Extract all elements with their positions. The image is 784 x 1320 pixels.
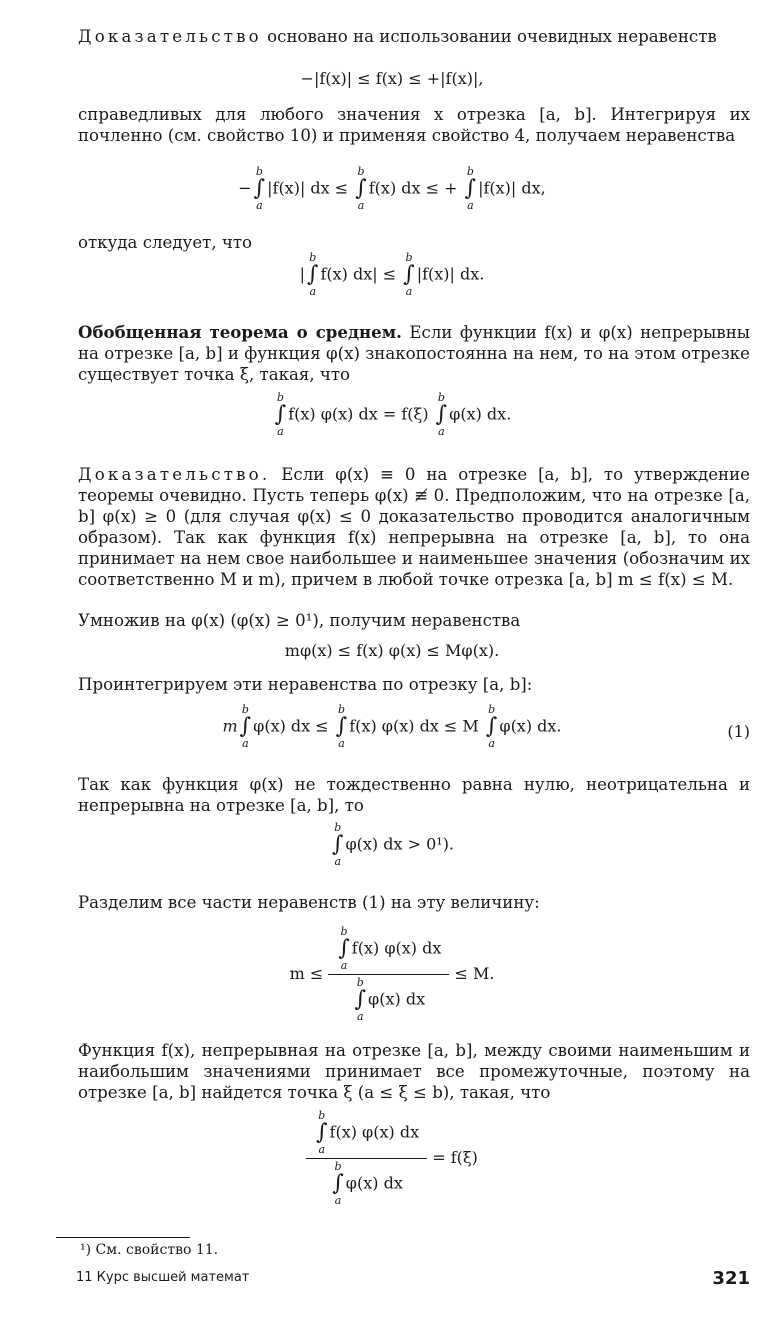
running-footer: 11 Курс высшей математ	[76, 1270, 250, 1285]
equation-number: (1)	[727, 722, 750, 741]
integral-term: φ(x) dx.	[499, 716, 562, 736]
proof-lead-word: Доказательство	[78, 27, 262, 46]
equation-mean-value	[0, 392, 784, 438]
equation-integrated-bounds	[0, 704, 784, 750]
equation-ratio-equals	[0, 1110, 784, 1207]
integral-sign: b ∫ a	[253, 165, 266, 212]
integral-sign: b ∫ a	[403, 251, 415, 298]
fraction-denominator: φ(x) dx	[368, 989, 426, 1009]
integral-sign: b ∫ a	[274, 391, 287, 438]
equation-integral-bounds: − b ∫ a |f(x)| dx ≤ b ∫ a f(x) dx ≤ + b ∫ a |f(x)| dx,	[238, 165, 546, 212]
ratio-right: = f(ξ)	[432, 1148, 478, 1167]
proof-text: Если φ(x) ≡ 0 на отрезке [a, b], то утверждение теоремы очевидно. Пусть теперь φ(x) ≢ 0. Предположим, что на отрезке [a, b] φ(x) ≥ 0 (для случая φ(x) ≤ 0 доказательство проводится аналогичным образом). Так как функция f(x) непрерывна на отрезке [a, b], то она принимает на нем свое наибольшее и наименьшее значения (обозначим их соответственно M и m), причем в любой точке отрезка [a, b] m ≤ f(x) ≤ M.	[78, 465, 751, 589]
equation-positive-integral	[0, 822, 784, 868]
footnote-rule	[56, 1237, 190, 1238]
integral-sign: b ∫ a	[331, 821, 344, 868]
paragraph-integrating: справедливых для любого значения x отрезка [a, b]. Интегрируя их почленно (см. свойство 10) и применяя свойство 4, получаем неравенства	[78, 105, 750, 145]
integral-term: |f(x)| dx ≤	[267, 178, 349, 198]
theorem-text: Если функции f(x) и φ(x) непрерывны на отрезке [a, b] и функция φ(x) знакопостоянна на нем, то на этом отрезке существует точка ξ, такая, что	[78, 323, 751, 384]
integral-term: f(x) dx	[320, 264, 373, 284]
fraction-numerator: f(x) φ(x) dx	[329, 1122, 420, 1142]
paragraph-divide: Разделим все части неравенств (1) на эту величину:	[78, 893, 540, 912]
integral-sign: b ∫ a	[307, 251, 319, 298]
equation-abs-bounds: −|f(x)| ≤ f(x) ≤ +|f(x)|,	[300, 69, 484, 88]
fraction: b ∫ a f(x) φ(x) dx b ∫ a φ(x) dx	[328, 926, 449, 1023]
ratio-left: m ≤	[289, 964, 324, 983]
fraction-denominator: φ(x) dx	[345, 1173, 403, 1193]
integral-term: f(x) φ(x) dx = f(ξ)	[288, 404, 429, 424]
variable-m: m	[222, 716, 238, 736]
paragraph-theorem	[78, 322, 750, 385]
proof-intro-text: основано на использовании очевидных неравенств	[267, 27, 717, 46]
integral-term: φ(x) dx.	[449, 404, 512, 424]
equation-ratio-bounds	[0, 926, 784, 1023]
page-number: 321	[712, 1268, 750, 1289]
equation-abs-integral: | b ∫ a f(x) dx| ≤ b ∫ a |f(x)| dx.	[299, 251, 485, 298]
integral-term: |f(x)| dx,	[478, 178, 546, 198]
integral-sign: b ∫ a	[239, 703, 252, 750]
paragraph-multiply: Умножив на φ(x) (φ(x) ≥ 0¹), получим неравенства	[78, 611, 521, 630]
integral-sign: b ∫ a	[464, 165, 477, 212]
integral-term: |f(x)| dx.	[416, 264, 485, 284]
paragraph-integrate-segment: Проинтегрируем эти неравенства по отрезку [a, b]:	[78, 675, 533, 694]
paragraph-intermediate-values: Функция f(x), непрерывная на отрезке [a, b], между своими наименьшим и наибольшим значениями принимает все промежуточные, поэтому на отрезке [a, b] найдется точка ξ (a ≤ ξ ≤ b), такая, что	[78, 1041, 750, 1102]
integral-term: f(x) dx ≤ +	[368, 178, 458, 198]
proof-lead-word: Доказательство.	[78, 465, 271, 484]
paragraph-proof	[78, 464, 750, 590]
equation-product-bounds: mφ(x) ≤ f(x) φ(x) ≤ Mφ(x).	[284, 641, 500, 660]
integral-sign: b ∫ a	[485, 703, 498, 750]
integral-sign: b ∫ a	[335, 703, 348, 750]
footnote: ¹) См. свойство 11.	[80, 1242, 219, 1258]
fraction: b ∫ a f(x) φ(x) dx b ∫ a φ(x) dx	[306, 1110, 427, 1207]
integral-sign: b ∫ a	[355, 165, 367, 212]
integral-term: φ(x) dx > 0¹).	[345, 834, 455, 854]
paragraph-proof-intro	[78, 26, 750, 47]
integral-term: f(x) φ(x) dx ≤ M	[349, 716, 479, 736]
paragraph-since-function: Так как функция φ(x) не тождественно равна нулю, неотрицательна и непрерывна на отрезке [a, b], то	[78, 775, 750, 815]
theorem-title: Обобщенная теорема о среднем.	[78, 322, 402, 342]
paragraph-whence: откуда следует, что	[78, 233, 253, 252]
ratio-right: ≤ M.	[454, 964, 495, 983]
integral-term: φ(x) dx ≤	[253, 716, 329, 736]
fraction-numerator: f(x) φ(x) dx	[351, 938, 442, 958]
integral-sign: b ∫ a	[435, 391, 448, 438]
